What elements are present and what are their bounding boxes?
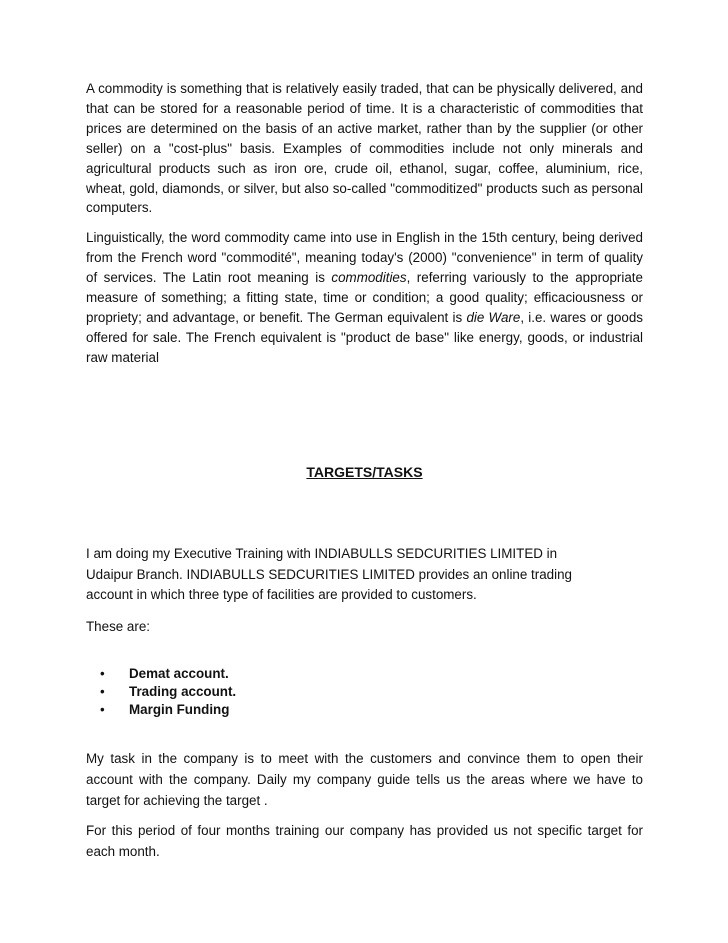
section-heading: TARGETS/TASKS: [306, 464, 423, 480]
facilities-list: [86, 665, 643, 719]
list-item: [86, 701, 643, 719]
training-line-2: Udaipur Branch. INDIABULLS SEDCURITIES LIMITED provides an online trading: [86, 566, 572, 582]
commodity-definition-text: A commodity is something that is relatively easily traded, that can be physically delivered, and that can be stored for a reasonable period of time. It is a characteristic of commodities that prices are determined on the basis of an active market, rather than by the supplier (or other seller) on a "cost-plus" basis. Examples of commodities include not only minerals and agricultural products such as iron ore, crude oil, ethanol, sugar, coffee, aluminium, rice, wheat, gold, diamonds, or silver, but also so-called "commoditized" products such as personal computers.: [86, 81, 643, 216]
facility-margin-funding: Margin Funding: [129, 702, 230, 718]
task-paragraph: My task in the company is to meet with the customers and convince them to open their account with the company. Daily my company guide tells us the areas where we have to target for achieving the target .: [86, 751, 643, 808]
period-paragraph: For this period of four months training our company has provided us not specific target for each month.: [86, 823, 643, 859]
bullet-icon: •: [100, 666, 105, 682]
training-line-1: I am doing my Executive Training with INDIABULLS SEDCURITIES LIMITED in: [86, 546, 558, 561]
list-item: [86, 665, 643, 683]
linguistics-paragraph: [86, 228, 643, 367]
facility-trading: Trading account.: [129, 684, 237, 700]
facility-demat: Demat account.: [129, 666, 229, 682]
training-line-3: account in which three type of facilities are provided to customers.: [86, 587, 477, 603]
linguistics-emphasis-commodities: commodities: [331, 270, 407, 286]
these-are-label: These are:: [86, 618, 151, 634]
list-item: [86, 683, 643, 701]
linguistics-text-c: , i.e. wares or goods offered for sale. The French equivalent is "product de base" like energy, goods, or industrial raw material: [86, 309, 644, 365]
linguistics-text-a: Linguistically, the word commodity came into use in English in the 15th century, being derived from the French word "commodité", meaning today's (2000) "convenience" in term of quality of services. The Latin root meaning is: [86, 230, 643, 286]
linguistics-text-b: , referring variously to the appropriate measure of something; a fitting state, time or condition; a good quality; efficaciousness or propriety; and advantage, or benefit. The German equivalent is: [86, 270, 643, 325]
commodity-definition-paragraph: [86, 79, 643, 218]
document-body: [86, 79, 643, 368]
training-paragraph: [86, 544, 643, 606]
targets-section: [86, 544, 643, 862]
bullet-icon: •: [100, 702, 105, 718]
bullet-icon: •: [100, 684, 105, 700]
linguistics-emphasis-die-ware: die Ware: [466, 309, 521, 325]
